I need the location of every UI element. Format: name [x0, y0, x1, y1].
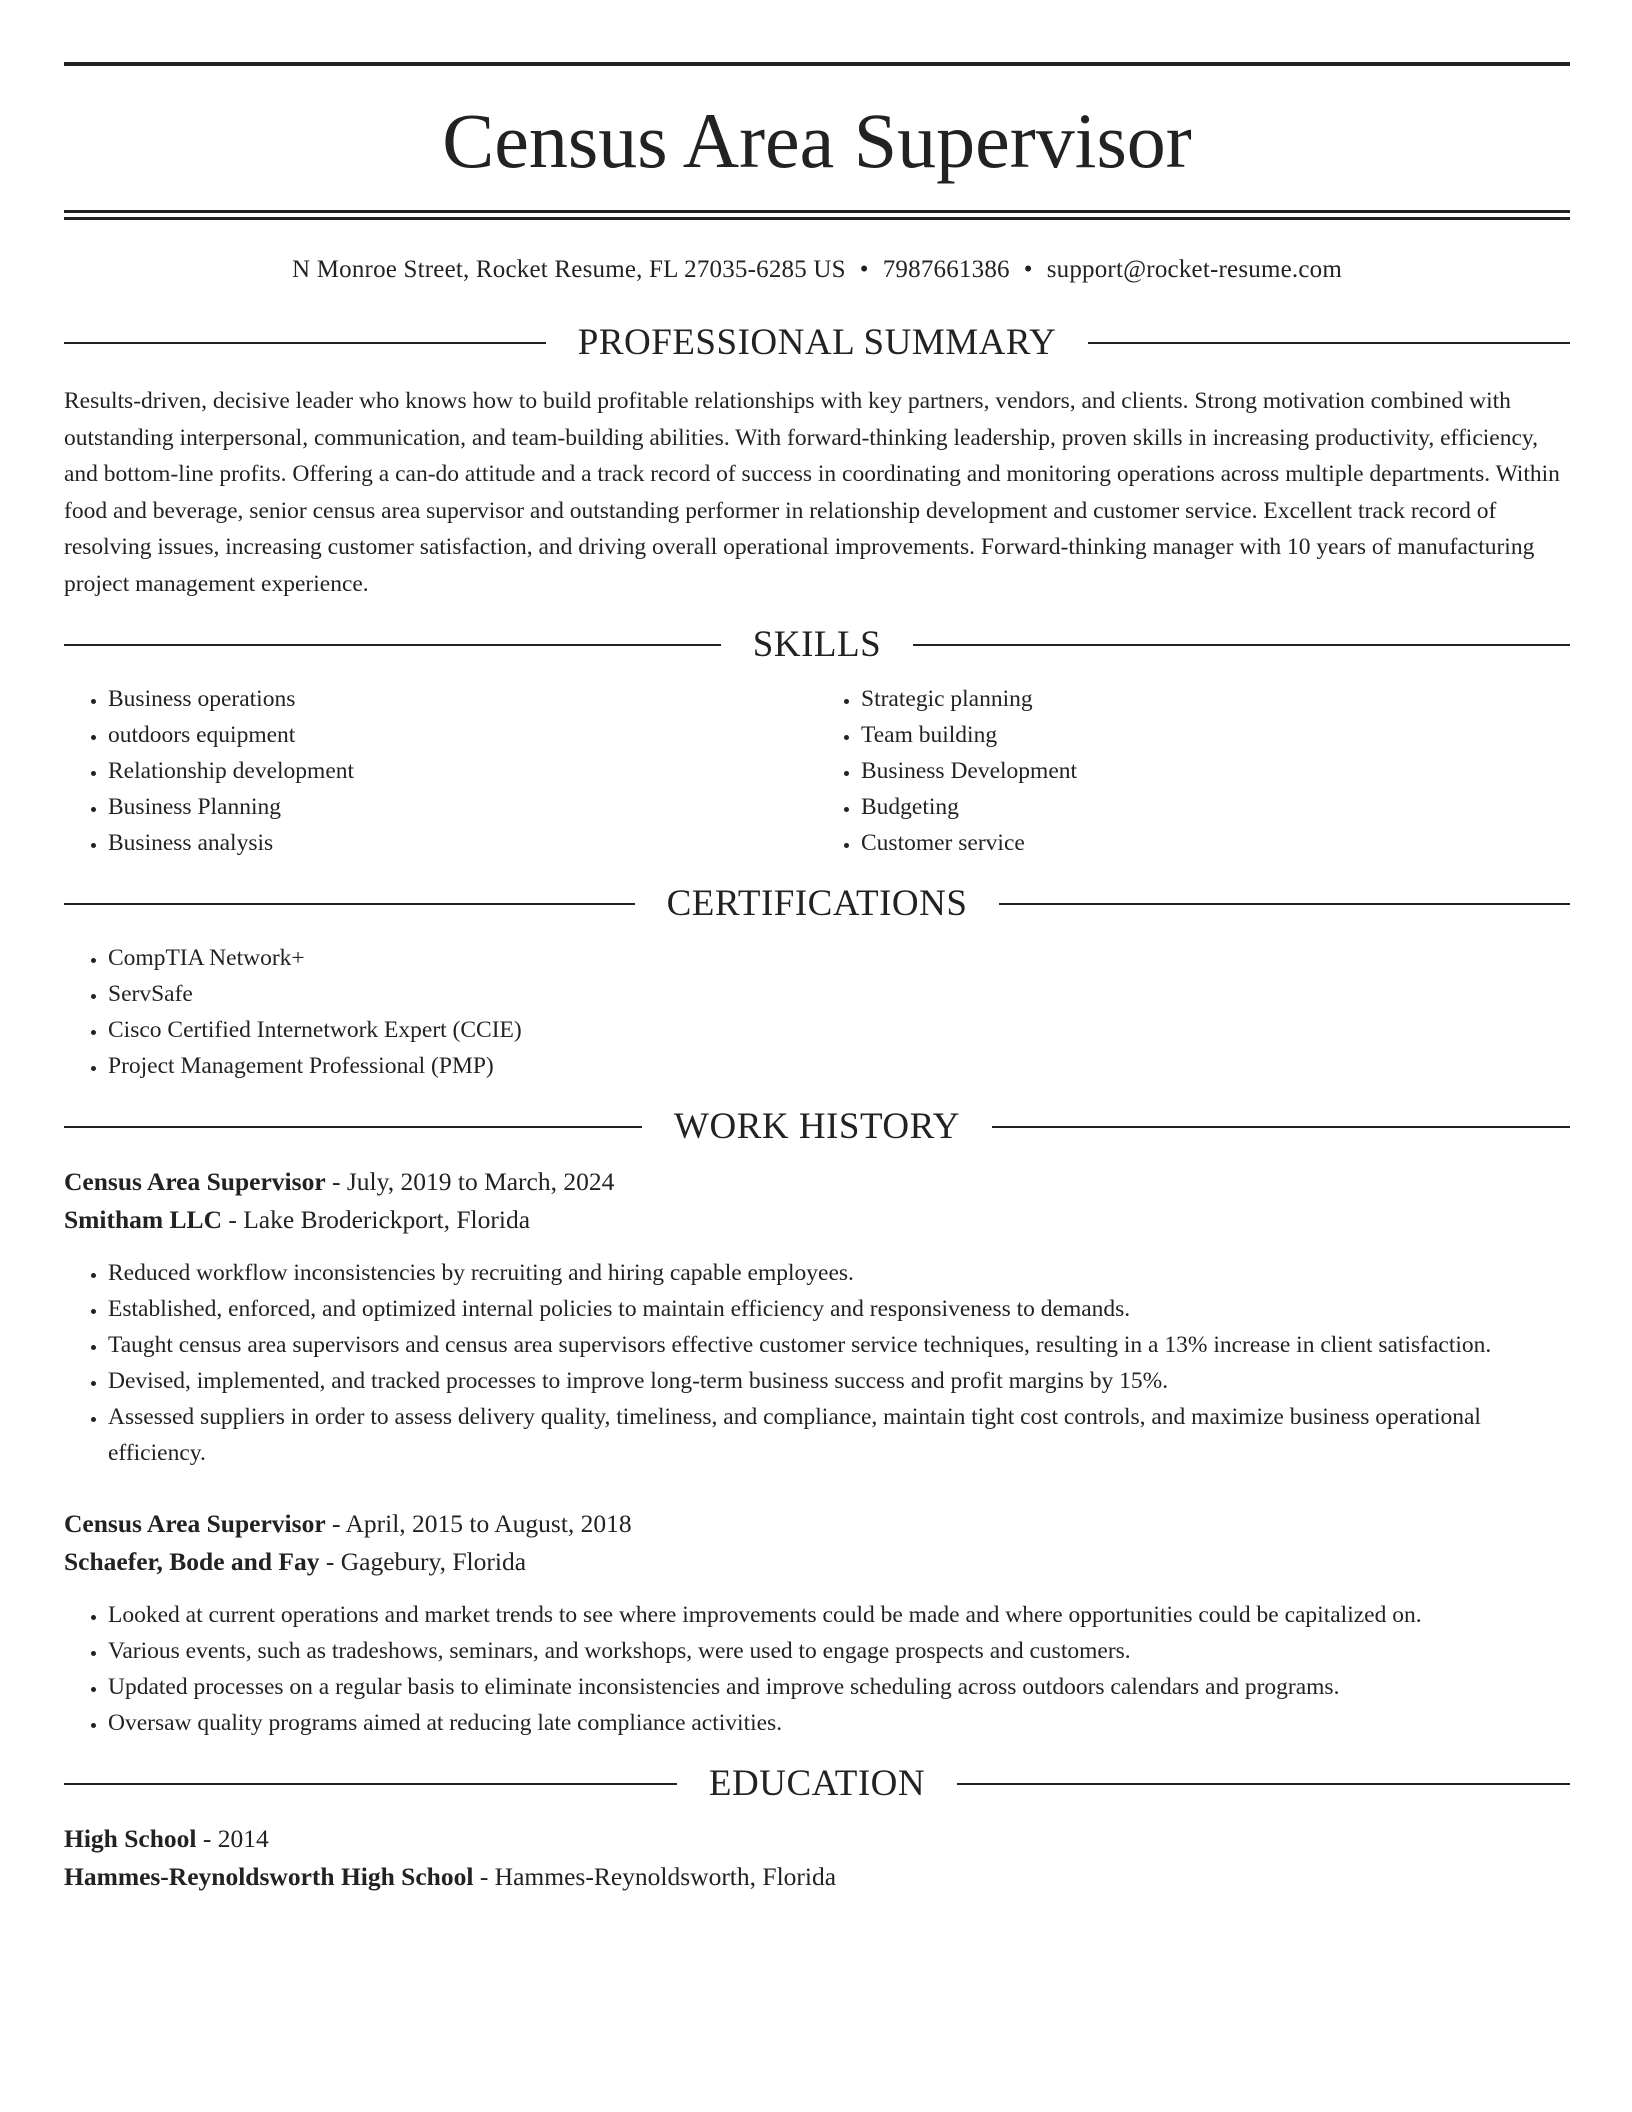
skill-item: • Business Planning: [108, 789, 817, 825]
job-location: - Gagebury, Florida: [319, 1547, 527, 1576]
job-bullet: • Looked at current operations and market trends to see where improvements could be made and where opportunities could be capitalized on.: [108, 1597, 1570, 1633]
skill-item: • Relationship development: [108, 753, 817, 789]
top-rule: [64, 62, 1570, 66]
certification-item: • Project Management Professional (PMP): [108, 1048, 1570, 1084]
job-title: Census Area Supervisor: [64, 1509, 326, 1538]
job-entry: [64, 1163, 1570, 1471]
contact-email: support@rocket-resume.com: [1046, 256, 1342, 283]
summary-section-header: [64, 324, 1570, 361]
education-location: - Hammes-Reynoldsworth, Florida: [473, 1862, 837, 1891]
job-dates: - July, 2019 to March, 2024: [325, 1167, 615, 1196]
skill-item: • Business Development: [861, 753, 1570, 789]
education-school: Hammes-Reynoldsworth High School: [64, 1862, 474, 1891]
job-dates: - April, 2015 to August, 2018: [325, 1509, 632, 1538]
job-bullet: • Established, enforced, and optimized internal policies to maintain efficiency and responsiveness to demands.: [108, 1291, 1570, 1327]
job-bullets: [64, 1597, 1570, 1741]
job-bullet: • Assessed suppliers in order to assess delivery quality, timeliness, and compliance, maintain tight cost controls, and maximize business operational efficiency.: [108, 1399, 1570, 1471]
certifications-list: [64, 940, 1570, 1084]
job-bullet: • Various events, such as tradeshows, seminars, and workshops, were used to engage prospects and customers.: [108, 1633, 1570, 1669]
contact-separator: •: [1023, 256, 1033, 283]
job-company-line: [64, 1543, 1570, 1581]
section-rule-right: [1088, 342, 1570, 344]
contact-line: [64, 256, 1570, 284]
summary-text: Results-driven, decisive leader who knows how to build profitable relationships with key partners, vendors, and clients. Strong motivation combined with outstanding interpersonal, communication, and team-building abilities. With forward-thinking leadership, proven skills in increasing productivity, efficiency, and bottom-line profits. Offering a can-do attitude and a track record of success in coordinating and monitoring operations across multiple departments. Within food and beverage, senior census area supervisor and outstanding performer in relationship development and customer service. Excellent track record of resolving issues, increasing customer satisfaction, and driving overall operational improvements. Forward-thinking manager with 10 years of manufacturing project management experience.: [64, 388, 1560, 597]
job-title-line: [64, 1163, 1570, 1201]
job-location: - Lake Broderickport, Florida: [221, 1205, 531, 1234]
skill-item: • Team building: [861, 717, 1570, 753]
certification-item: • CompTIA Network+: [108, 940, 1570, 976]
job-bullet: • Oversaw quality programs aimed at reducing late compliance activities.: [108, 1705, 1570, 1741]
job-title-line: [64, 1505, 1570, 1543]
summary-heading: PROFESSIONAL SUMMARY: [577, 322, 1057, 363]
skills-list: [64, 681, 1570, 861]
job-bullet: • Reduced workflow inconsistencies by recruiting and hiring capable employees.: [108, 1255, 1570, 1291]
education-school-line: [64, 1858, 1570, 1896]
skills-heading: SKILLS: [752, 624, 882, 665]
section-rule-right: [957, 1783, 1570, 1785]
skill-item: • Strategic planning: [861, 681, 1570, 717]
education-year: - 2014: [196, 1824, 269, 1853]
job-bullet: • Taught census area supervisors and census area supervisors effective customer service techniques, resulting in a 13% increase in client satisfaction.: [108, 1327, 1570, 1363]
certifications-section-header: [64, 885, 1570, 922]
skill-item: • outdoors equipment: [108, 717, 817, 753]
work-history-section-header: [64, 1108, 1570, 1145]
education-degree-line: [64, 1820, 1570, 1858]
job-bullet: • Updated processes on a regular basis to eliminate inconsistencies and improve scheduling across outdoors calendars and programs.: [108, 1669, 1570, 1705]
double-rule: [64, 210, 1570, 220]
education-degree: High School: [64, 1824, 197, 1853]
job-bullets: [64, 1255, 1570, 1471]
section-rule-right: [992, 1126, 1570, 1128]
section-rule-left: [64, 903, 635, 905]
section-rule-left: [64, 644, 721, 646]
contact-separator: •: [859, 256, 869, 283]
skill-item: • Customer service: [861, 825, 1570, 861]
job-company: Smitham LLC: [64, 1205, 222, 1234]
skills-section-header: [64, 626, 1570, 663]
certifications-heading: CERTIFICATIONS: [666, 883, 968, 924]
contact-address: N Monroe Street, Rocket Resume, FL 27035-6285 US: [292, 256, 846, 283]
job-company-line: [64, 1201, 1570, 1239]
resume-name: Census Area Supervisor: [442, 97, 1192, 184]
section-rule-left: [64, 1783, 677, 1785]
job-company: Schaefer, Bode and Fay: [64, 1547, 320, 1576]
certification-item: • ServSafe: [108, 976, 1570, 1012]
skill-item: • Budgeting: [861, 789, 1570, 825]
job-entry: [64, 1505, 1570, 1741]
job-bullet: • Devised, implemented, and tracked processes to improve long-term business success and profit margins by 15%.: [108, 1363, 1570, 1399]
skills-column-left: [64, 681, 817, 861]
skills-column-right: [817, 681, 1570, 861]
section-rule-left: [64, 342, 546, 344]
section-rule-right: [999, 903, 1570, 905]
education-entry: [64, 1820, 1570, 1896]
skill-item: • Business analysis: [108, 825, 817, 861]
education-section-header: [64, 1765, 1570, 1802]
section-rule-right: [913, 644, 1570, 646]
contact-phone: 7987661386: [882, 256, 1010, 283]
education-heading: EDUCATION: [708, 1763, 926, 1804]
section-rule-left: [64, 1126, 642, 1128]
certification-item: • Cisco Certified Internetwork Expert (CCIE): [108, 1012, 1570, 1048]
resume-page: [64, 62, 1570, 1896]
work-history-heading: WORK HISTORY: [674, 1106, 960, 1147]
job-title: Census Area Supervisor: [64, 1167, 326, 1196]
skill-item: • Business operations: [108, 681, 817, 717]
